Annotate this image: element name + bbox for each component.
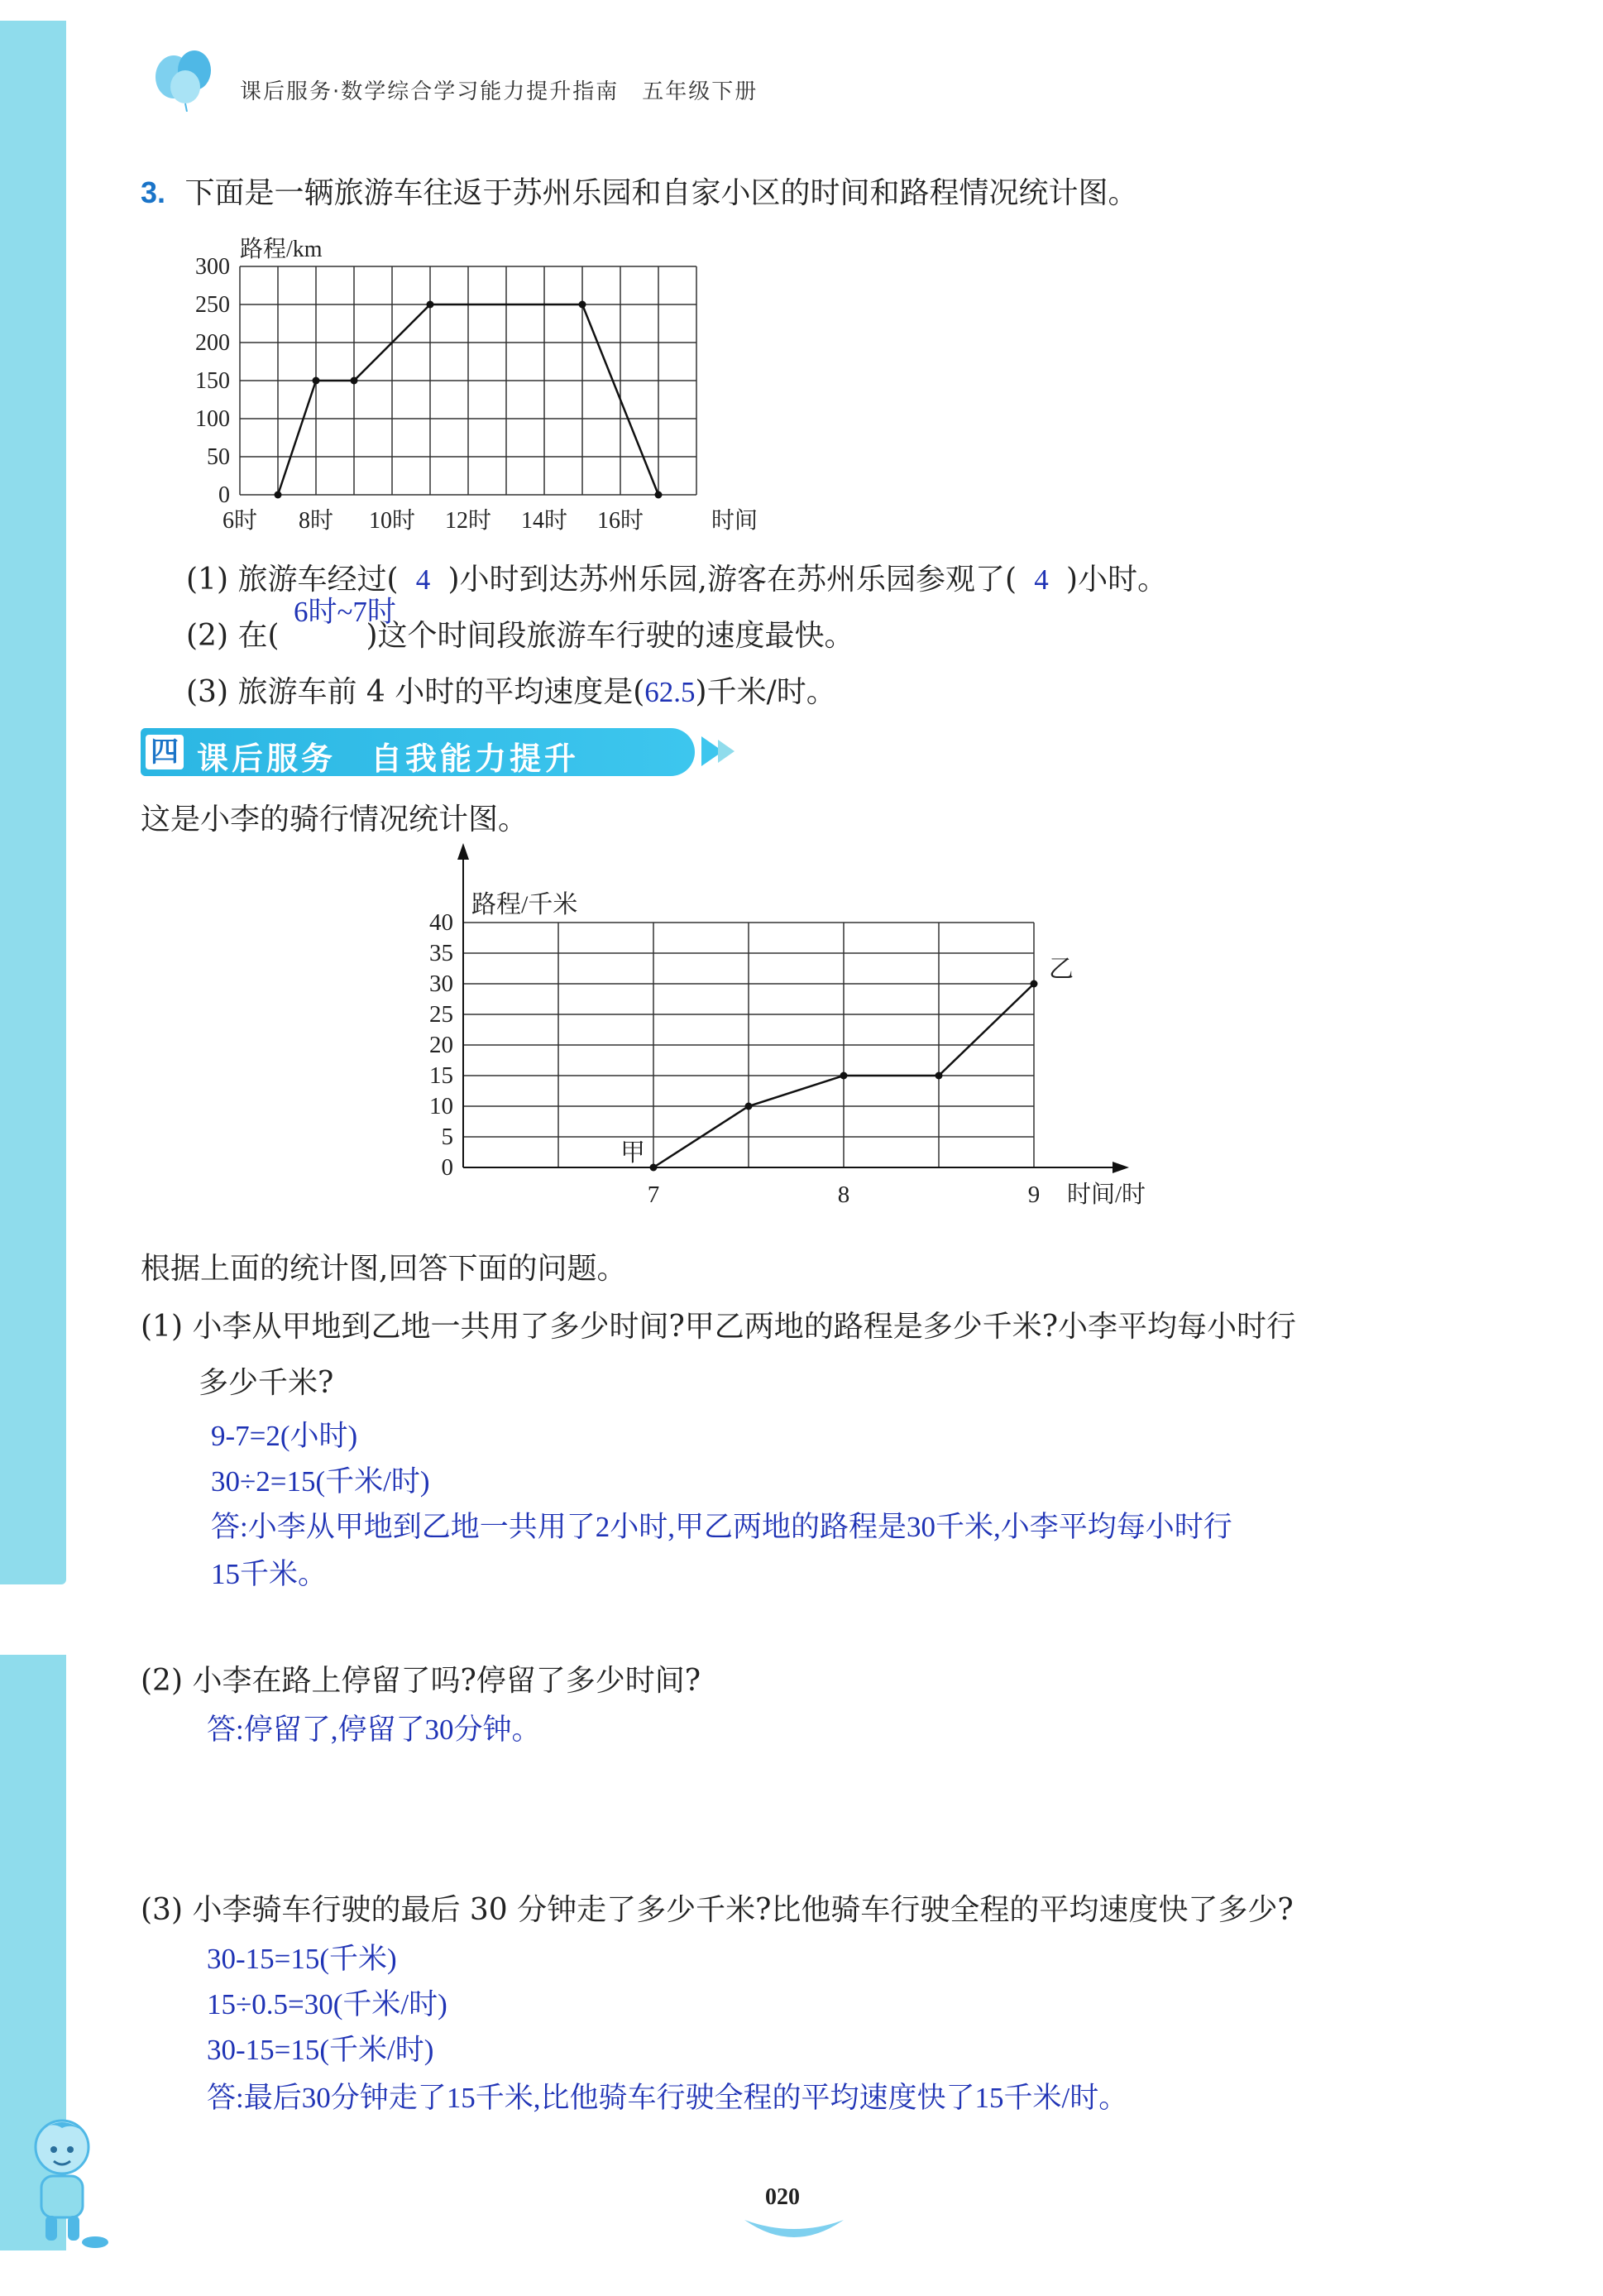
data-point [1031,980,1038,988]
p3-question: (3) 小李骑车行驶的最后 30 分钟走了多少千米?比他骑车行驶全程的平均速度快了多少? [141,1893,1294,1927]
cartoon-boy-icon [17,2110,116,2250]
q3-text: 下面是一辆旅游车往返于苏州乐园和自家小区的时间和路程情况统计图。 [184,176,1138,210]
intro-text: 这是小李的骑行情况统计图。 [141,803,529,836]
page-number: 020 [765,2184,800,2210]
data-point [655,491,663,499]
section-title: 课后服务 自我能力提升 [197,741,580,777]
x-tick-label: 7 [647,1182,660,1208]
p1-question-line1: (1) 小李从甲地到乙地一共用了多少时间?甲乙两地的路程是多少千米?小李平均每小时行 [141,1310,1297,1344]
data-point [745,1103,753,1110]
section-banner [141,728,695,776]
page-wave-icon [740,2213,848,2246]
q3-sub2-text-a: (2) 在( [186,619,280,653]
q3-sub2-text-b: )这个时间段旅游车行驶的速度最快。 [366,619,854,653]
q3-sub1-answer2: 4 [1034,563,1049,596]
q3-sub3-text-a: (3) 旅游车前 4 小时的平均速度是( [186,675,645,709]
q3-sub1-text-a: (1) 旅游车经过( [186,563,399,597]
data-point [935,1072,943,1080]
q3-line [141,170,1138,212]
p1-answer4: 15千米。 [211,1558,328,1590]
y-tick-label: 25 [429,1001,453,1028]
q3-sub2-answer: 6时~7时 [294,596,396,628]
y-axis-label: 路程/千米 [471,891,578,918]
y-tick-label: 100 [195,406,230,432]
y-tick-label: 200 [195,330,230,356]
q3-sub1-text-b: )小时到达苏州乐园,游客在苏州乐园参观了( [447,563,1017,597]
data-point [579,301,586,309]
y-tick-label: 50 [207,444,230,470]
annotation-end: 乙 [1049,956,1074,983]
y-axis-arrow-icon [457,843,469,860]
x-tick-label: 6时 [222,508,258,534]
x-tick-label: 14时 [520,508,568,534]
y-tick-label: 5 [441,1124,453,1150]
y-tick-label: 0 [218,482,230,508]
y-tick-label: 250 [195,292,230,318]
left-sidebar-top [0,21,66,1584]
y-tick-label: 30 [429,971,453,997]
p2-answer: 答:停留了,停留了30分钟。 [207,1714,541,1746]
page-header: 课后服务·数学综合学习能力提升指南 五年级下册 [240,79,758,104]
x-tick-label: 8时 [298,508,334,534]
p1-answer2: 30÷2=15(千米/时) [211,1465,430,1498]
p1-question-line2: 多少千米? [199,1366,334,1400]
y-tick-label: 0 [441,1154,453,1181]
y-axis-label: 路程/km [240,237,323,262]
x-tick-label: 16时 [596,508,644,534]
chart-cycling-distance [397,840,1191,1233]
data-point [351,377,358,385]
q3-number: 3. [141,175,166,209]
x-tick-label: 9 [1027,1182,1041,1208]
x-axis-label: 时间 [711,508,758,534]
q3-sub1-answer1: 4 [415,563,431,596]
x-tick-label: 12时 [444,508,492,534]
q3-sub3 [186,669,836,711]
x-tick-label: 8 [837,1182,850,1208]
p1-answer3: 答:小李从甲地到乙地一共用了2小时,甲乙两地的路程是30千米,小李平均每小时行 [211,1511,1232,1543]
p3-answer3: 30-15=15(千米/时) [207,2034,434,2066]
p1-answer1: 9-7=2(小时) [211,1420,358,1452]
chart-bus-distance [174,215,819,546]
instruction-text: 根据上面的统计图,回答下面的问题。 [141,1252,627,1286]
y-tick-label: 150 [195,368,230,394]
data-point [650,1164,658,1172]
x-tick-label: 10时 [368,508,416,534]
y-tick-label: 35 [429,940,453,966]
x-axis-label: 时间/时 [1067,1182,1146,1208]
y-tick-label: 300 [195,254,230,280]
data-point [275,491,282,499]
data-point [313,377,320,385]
y-tick-label: 20 [429,1032,453,1058]
p3-answer2: 15÷0.5=30(千米/时) [207,1988,447,2020]
q3-sub3-text-b: )千米/时。 [695,675,836,709]
p2-question: (2) 小李在路上停留了吗?停留了多少时间? [141,1664,701,1698]
data-point [840,1072,848,1080]
banner-arrow-icon-2 [718,740,735,763]
q3-sub2 [186,612,854,654]
annotation-start: 甲 [620,1139,645,1167]
y-tick-label: 10 [429,1093,453,1119]
balloon-logo-icon [149,46,232,112]
q3-sub3-answer: 62.5 [644,676,696,708]
p3-answer1: 30-15=15(千米) [207,1943,397,1975]
data-point [427,301,434,309]
q3-sub1-text-c: )小时。 [1066,563,1168,597]
x-axis-arrow-icon [1113,1162,1129,1173]
section-number: 四 [146,735,184,769]
y-tick-label: 40 [429,909,453,936]
p3-answer4: 答:最后30分钟走了15千米,比他骑车行驶全程的平均速度快了15千米/时。 [207,2082,1128,2114]
y-tick-label: 15 [429,1062,453,1089]
page-gap [0,1584,1603,1655]
